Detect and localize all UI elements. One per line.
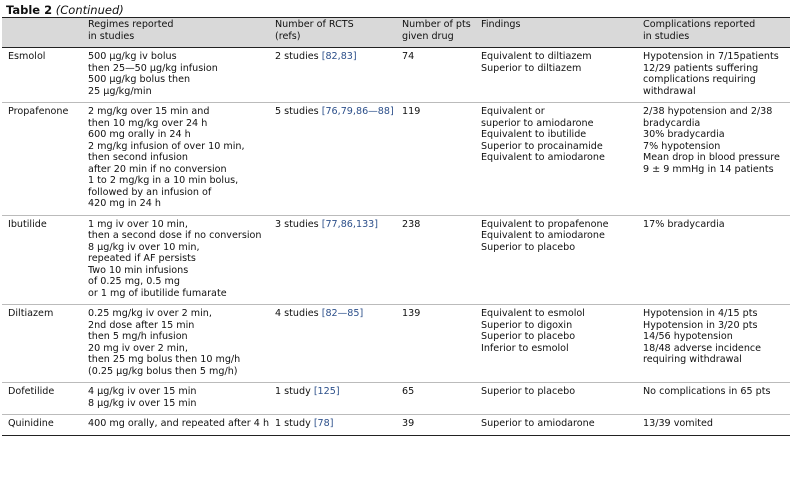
drug-cell [2, 215, 88, 305]
complication-line: withdrawal [643, 85, 696, 97]
rcts-cell [275, 48, 402, 103]
regime-line: 500 μg/kg iv bolus [88, 51, 177, 62]
complications-cell [643, 103, 790, 216]
rcts-count: 2 studies [275, 51, 322, 62]
regime-line: 20 mg iv over 2 min, [88, 342, 188, 354]
rcts-line [275, 386, 400, 398]
header-drug [2, 18, 88, 48]
pts-value: 238 [402, 218, 421, 230]
pts-cell [402, 383, 481, 415]
complication-line: requiring withdrawal [643, 354, 742, 365]
header-regimes: Regimes reported in studies [88, 18, 275, 48]
regimes-cell [88, 383, 275, 415]
pts-value: 119 [402, 106, 421, 117]
regime-line: 2 mg/kg over 15 min and [88, 106, 210, 117]
table-row [2, 415, 790, 436]
rcts-cell [275, 383, 402, 415]
regime-line: 4 μg/kg iv over 15 min [88, 386, 197, 397]
finding-line: Equivalent to propafenone [481, 218, 609, 230]
finding-line: Superior to digoxin [481, 319, 573, 331]
drug-cell [2, 415, 88, 436]
table-label: Table 2 [6, 3, 53, 17]
regime-line: 500 μg/kg bolus then [88, 74, 191, 85]
reference-link[interactable]: [82—85] [321, 308, 364, 319]
finding-line: Equivalent to amiodarone [481, 230, 605, 241]
complication-line: 12/29 patients suffering [643, 62, 759, 74]
complication-line: Hypotension in 7/15patients [643, 51, 779, 62]
regime-line: after 20 min if no conversion [88, 163, 227, 175]
complication-line: 13/39 vomited [643, 418, 714, 429]
findings-cell [481, 48, 643, 103]
pts-cell [402, 48, 481, 103]
complication-line: 18/48 adverse incidence [643, 342, 762, 354]
regime-line: 420 mg in 24 h [88, 198, 161, 209]
regimes-cell [88, 415, 275, 436]
regime-line: 2nd dose after 15 min [88, 319, 195, 331]
finding-line: Superior to placebo [481, 386, 576, 397]
reference-link[interactable]: [78] [313, 418, 334, 429]
complication-line: 14/56 hypotension [643, 331, 733, 342]
regime-line: 8 μg/kg iv over 15 min [88, 397, 197, 409]
complication-line: Hypotension in 4/15 pts [643, 308, 758, 319]
drug-cell [2, 305, 88, 383]
drug-cell [2, 48, 88, 103]
complication-line: bradycardia [643, 117, 701, 129]
complications-cell [643, 383, 790, 415]
regimes-cell [88, 103, 275, 216]
pts-value: 139 [402, 308, 421, 319]
pts-cell [402, 305, 481, 383]
drug-cell [2, 383, 88, 415]
regime-line: 1 mg iv over 10 min, [88, 218, 188, 230]
drug-name: Dofetilide [8, 386, 55, 397]
drug-name: Esmolol [8, 51, 46, 62]
regime-line: then a second dose if no conversion [88, 230, 262, 241]
header-complications: Complications reported in studies [643, 18, 790, 48]
regime-line: 400 mg orally, and repeated after 4 h [88, 418, 270, 429]
complications-cell [643, 48, 790, 103]
complications-cell [643, 415, 790, 436]
pts-cell [402, 215, 481, 305]
complication-line: No complications in 65 pts [643, 386, 771, 397]
rcts-cell [275, 415, 402, 436]
drug-name: Propafenone [8, 106, 69, 117]
finding-line: Superior to procainamide [481, 140, 603, 152]
finding-line: Equivalent to ibutilide [481, 129, 587, 140]
regime-line: of 0.25 mg, 0.5 mg [88, 276, 180, 287]
drug-name: Ibutilide [8, 218, 47, 230]
rcts-line [275, 219, 400, 231]
header-pts: Number of pts given drug [402, 18, 481, 48]
rcts-count: 4 studies [275, 308, 322, 319]
table-body [2, 48, 790, 436]
regime-line: (0.25 μg/kg bolus then 5 mg/h) [88, 365, 238, 377]
finding-line: superior to amiodarone [481, 117, 594, 129]
complication-line: 30% bradycardia [643, 129, 725, 140]
complication-line: Hypotension in 3/20 pts [643, 319, 758, 331]
regimes-cell [88, 305, 275, 383]
regime-line: or 1 mg of ibutilide fumarate [88, 287, 227, 299]
finding-line: Equivalent to amiodarone [481, 152, 605, 163]
regime-line: then 25 mg bolus then 10 mg/h [88, 354, 241, 365]
drug-name: Diltiazem [8, 308, 54, 319]
rcts-line [275, 418, 400, 430]
complication-line: 2/38 hypotension and 2/38 [643, 106, 773, 117]
complication-line: 9 ± 9 mmHg in 14 patients [643, 163, 774, 175]
drug-name: Quinidine [8, 418, 54, 429]
regime-line: 2 mg/kg infusion of over 10 min, [88, 140, 245, 152]
regime-line: 600 mg orally in 24 h [88, 129, 191, 140]
pts-cell [402, 415, 481, 436]
findings-cell [481, 415, 643, 436]
table-continued: (Continued) [55, 3, 124, 17]
complication-line: complications requiring [643, 74, 756, 85]
complication-line: Mean drop in blood pressure [643, 152, 780, 163]
reference-link[interactable]: [76,79,86—88] [321, 106, 394, 117]
regime-line: 1 to 2 mg/kg in a 10 min bolus, [88, 175, 239, 186]
pts-value: 65 [402, 386, 415, 397]
regime-line: repeated if AF persists [88, 253, 196, 264]
finding-line: Equivalent or [481, 106, 545, 117]
finding-line: Superior to diltiazem [481, 62, 582, 74]
reference-link[interactable]: [82,83] [321, 51, 357, 62]
finding-line: Equivalent to diltiazem [481, 51, 592, 62]
rcts-cell [275, 215, 402, 305]
table-row [2, 215, 790, 305]
table-row [2, 103, 790, 216]
regimes-cell [88, 215, 275, 305]
findings-cell [481, 383, 643, 415]
drug-regimes-table [2, 17, 790, 436]
pts-cell [402, 103, 481, 216]
table-row [2, 305, 790, 383]
regime-line: Two 10 min infusions [88, 264, 189, 276]
table-row [2, 48, 790, 103]
findings-cell [481, 305, 643, 383]
finding-line: Superior to amiodarone [481, 418, 595, 429]
header-rcts: Number of RCTS (refs) [275, 18, 402, 48]
regime-line: then second infusion [88, 152, 188, 163]
pts-value: 74 [402, 51, 415, 62]
table-title [2, 0, 790, 17]
regime-line: 0.25 mg/kg iv over 2 min, [88, 308, 212, 319]
findings-cell [481, 215, 643, 305]
regime-line: then 5 mg/h infusion [88, 331, 188, 342]
regime-line: followed by an infusion of [88, 186, 212, 198]
findings-cell [481, 103, 643, 216]
pts-value: 39 [402, 418, 415, 429]
regime-line: then 10 mg/kg over 24 h [88, 117, 208, 129]
finding-line: Superior to placebo [481, 331, 576, 342]
complications-cell [643, 215, 790, 305]
rcts-line [275, 51, 400, 63]
regimes-cell [88, 48, 275, 103]
reference-link[interactable]: [125] [313, 386, 340, 397]
regime-line: 8 μg/kg iv over 10 min, [88, 241, 200, 253]
table-row [2, 383, 790, 415]
table-header-row [2, 18, 790, 48]
header-findings: Findings [481, 18, 643, 48]
finding-line: Superior to placebo [481, 241, 576, 253]
drug-cell [2, 103, 88, 216]
finding-line: Inferior to esmolol [481, 342, 569, 354]
rcts-count: 1 study [275, 418, 314, 429]
finding-line: Equivalent to esmolol [481, 308, 585, 319]
rcts-count: 3 studies [275, 218, 322, 230]
rcts-count: 1 study [275, 386, 314, 397]
complication-line: 7% hypotension [643, 140, 721, 152]
rcts-line [275, 308, 400, 320]
rcts-cell [275, 305, 402, 383]
reference-link[interactable]: [77,86,133] [321, 218, 379, 230]
rcts-count: 5 studies [275, 106, 322, 117]
regime-line: then 25—50 μg/kg infusion [88, 62, 218, 74]
rcts-cell [275, 103, 402, 216]
regime-line: 25 μg/kg/min [88, 85, 152, 97]
rcts-line [275, 106, 400, 118]
complications-cell [643, 305, 790, 383]
complication-line: 17% bradycardia [643, 218, 725, 230]
